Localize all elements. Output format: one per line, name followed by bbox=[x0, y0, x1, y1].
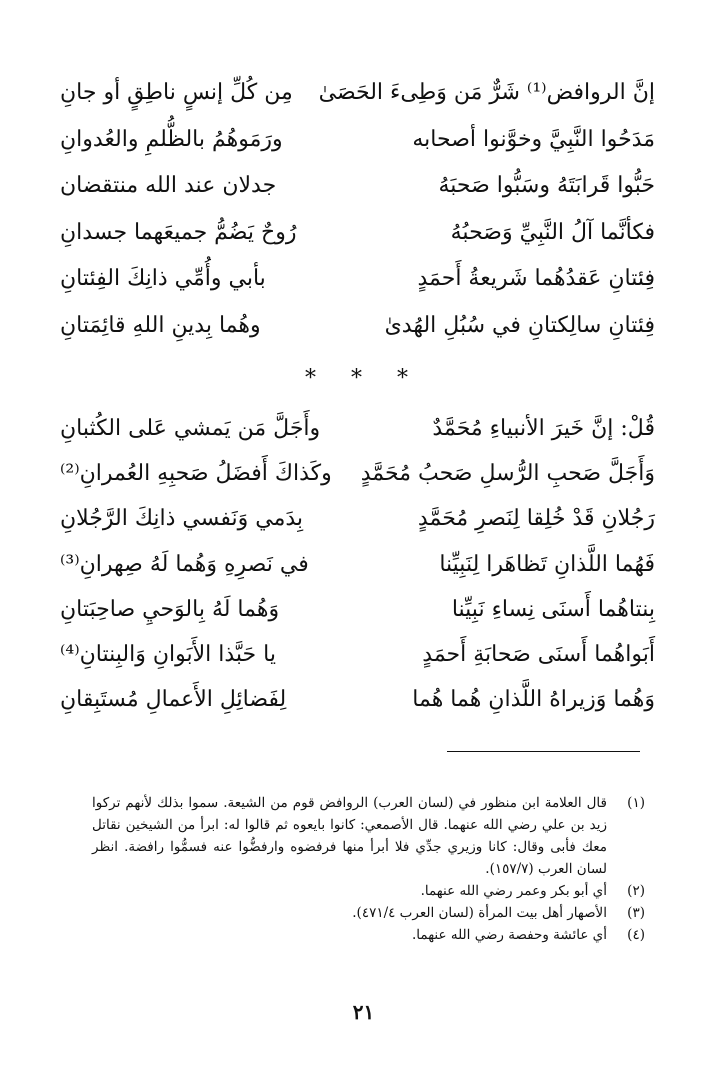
footnote-separator bbox=[447, 751, 640, 752]
verse-second-hemistich: بأبي وأُمِّي ذانِكَ الفِئتانِ bbox=[60, 266, 266, 291]
footnote-text: قال العلامة ابن منظور في (لسان العرب) الروافض قوم من الشيعة. سموا بذلك لأنهم تركوا زيد بن علي رضي الله عنهما. قال الأصمعي: كانوا بايعوه ثم قالوا له: ابرأ من الشيخين نقاتل معك فأبى وقال: كانا وزيري جدِّي فلا أبرأ منها فرفضوه وارفضُّوا عنه فسمُّوا رافضة. انظر لسان العرب (١٥٧/٧). bbox=[92, 795, 607, 877]
verse bbox=[60, 312, 655, 362]
verse-second-hemistich: وهُما بِدينِ اللهِ قائِمَتانِ bbox=[60, 312, 261, 338]
verse-first-hemistich: مَدَحُوا النَّبِيَّ وخوَّنوا أصحابه bbox=[412, 126, 655, 152]
verse-second-hemistich: جدلان عند الله منتقضان bbox=[60, 173, 277, 198]
verse bbox=[60, 551, 655, 599]
footnote-number: (٢) bbox=[627, 883, 645, 899]
verse-first-hemistich: قُلْ: إنَّ خَيرَ الأنبياءِ مُحَمَّدٌ bbox=[432, 416, 655, 441]
verse-first-hemistich: وَأَجَلَّ صَحبِ الرُّسلِ صَحبُ مُحَمَّدٍ bbox=[360, 461, 655, 487]
verse bbox=[60, 418, 655, 463]
footnotes bbox=[92, 792, 645, 946]
verse bbox=[60, 82, 655, 129]
footnote-number: (١) bbox=[627, 795, 645, 811]
verse bbox=[60, 175, 655, 222]
verse bbox=[60, 219, 655, 269]
verse-second-hemistich: بِدَمي وَنَفسي ذانِكَ الرَّجُلانِ bbox=[60, 506, 304, 532]
verse-second-hemistich: في نَصرِهِ وَهُما لَهُ صِهرانِ⁽³⁾ bbox=[60, 551, 309, 577]
poem-stanza-1 bbox=[60, 82, 655, 361]
verse-first-hemistich: فِئتانِ سالِكتانِ في سُبُلِ الهُدىٰ bbox=[384, 312, 655, 338]
verse-first-hemistich: فكأنَّما آلُ النَّبِيِّ وَصَحبُهُ bbox=[450, 219, 655, 245]
footnote-number: (٤) bbox=[627, 927, 645, 943]
footnote-text: أي عائشة وحفصة رضي الله عنهما. bbox=[412, 927, 607, 943]
section-divider-stars: * * * bbox=[305, 366, 422, 391]
verse-second-hemistich: ورَمَوهُمُ بالظُّلمِ والعُدوانِ bbox=[60, 126, 283, 152]
verse-first-hemistich: فَهُما اللَّذانِ تَظاهَرا لِنَبِيِّنا bbox=[439, 551, 655, 577]
footnote-text: الأصهار أهل بيت المرأة (لسان العرب ٤٧١/٤). bbox=[352, 905, 607, 921]
verse bbox=[60, 463, 655, 508]
verse-first-hemistich: حَبُّوا قَرابَتَهُ وسَبُّوا صَحبَهُ bbox=[438, 173, 655, 198]
verse bbox=[60, 596, 655, 644]
verse-second-hemistich: لِفَضائِلِ الأَعمالِ مُستَبِقانِ bbox=[60, 687, 287, 713]
footnote bbox=[92, 924, 645, 946]
verse-first-hemistich: بِنتاهُما أَسنَى نِساءِ نَبِيِّنا bbox=[451, 596, 655, 622]
verse-second-hemistich: وَهُما لَهُ بِالوَحيِ صاحِبَتانِ bbox=[60, 596, 280, 622]
footnote bbox=[92, 880, 645, 902]
verse bbox=[60, 508, 655, 553]
verse bbox=[60, 268, 655, 315]
verse bbox=[60, 126, 655, 176]
footnote-text: أي أبو بكر وعمر رضي الله عنهما. bbox=[420, 883, 607, 899]
verse-second-hemistich: وكَذاكَ أَفضَلُ صَحبِهِ العُمرانِ⁽²⁾ bbox=[60, 461, 332, 487]
footnote bbox=[92, 792, 645, 880]
page-number: ٢١ bbox=[352, 1000, 375, 1024]
poem-stanza-2 bbox=[60, 418, 655, 734]
verse-first-hemistich: فِئتانِ عَقدُهُما شَريعةُ أَحمَدٍ bbox=[417, 266, 655, 291]
verse-second-hemistich: وأَجَلَّ مَن يَمشي عَلى الكُثبانِ bbox=[60, 416, 321, 441]
verse-second-hemistich: مِن كُلِّ إنسٍ ناطِقٍ أو جانِ bbox=[60, 80, 293, 105]
verse-first-hemistich: رَجُلانِ قَدْ خُلِقا لِنَصرِ مُحَمَّدٍ bbox=[417, 506, 655, 532]
verse-first-hemistich: إنَّ الروافض⁽¹⁾ شَرٌّ مَن وَطِىءَ الحَصَىٰ bbox=[318, 80, 655, 105]
footnote-number: (٣) bbox=[627, 905, 645, 921]
verse bbox=[60, 641, 655, 689]
verse-second-hemistich: يا حَبَّذا الأَبَوانِ وَالبِنتانِ⁽⁴⁾ bbox=[60, 641, 276, 667]
verse-first-hemistich: وَهُما وَزيراهُ اللَّذانِ هُما هُما bbox=[412, 687, 655, 713]
verse-second-hemistich: رُوحٌ يَضُمُّ جميعَهما جسدانِ bbox=[60, 219, 297, 245]
verse-first-hemistich: أَبَواهُما أَسنَى صَحابَةِ أَحمَدٍ bbox=[422, 641, 655, 667]
footnote bbox=[92, 902, 645, 924]
verse bbox=[60, 689, 655, 734]
